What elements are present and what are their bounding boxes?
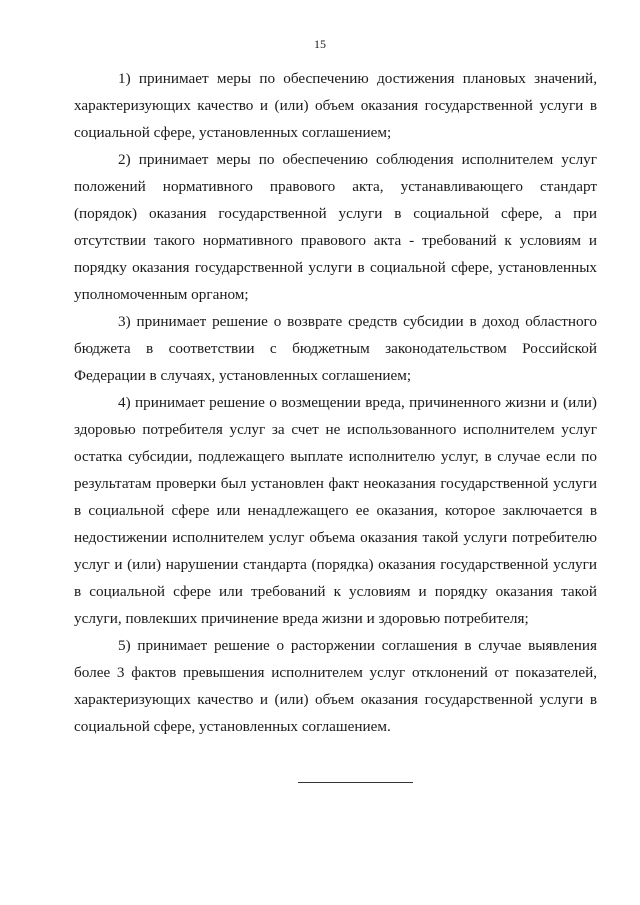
paragraph-item-4: 4) принимает решение о возмещении вреда, причиненного жизни и (или) здоровью потребителя услуг за счет не использованного исполнителем услуг остатка субсидии, подлежащего выплате исполнителю услуг, в случае если по результатам проверки был установлен факт неоказания государственной услуги в социальной сфере или ненадлежащего ее оказания, которое заключается в недостижении исполнителем услуг объема оказания такой услуги потребителю услуг и (или) нарушении стандарта (порядка) оказания государственной услуги в социальной сфере или требований к условиям и порядку оказания такой услуги, повлекших причинение вреда жизни и здоровью потребителя; xyxy=(74,394,597,627)
paragraph-item-2: 2) принимает меры по обеспечению соблюдения исполнителем услуг положений нормативного правового акта, устанавливающего стандарт (порядок) оказания государственной услуги в социальной сфере, а при отсутствии такого нормативного правового акта - требований к условиям и порядку оказания государственной услуги в социальной сфере, установленных уполномоченным органом; xyxy=(74,151,597,303)
paragraph-item-5: 5) принимает решение о расторжении соглашения в случае выявления более 3 фактов превышения исполнителем услуг отклонений от показателей, характеризующих качество и (или) объем оказания государственной услуги в социальной сфере, установленных соглашением. xyxy=(74,637,597,735)
paragraph-item-1: 1) принимает меры по обеспечению достижения плановых значений, характеризующих качество и (или) объем оказания государственной услуги в социальной сфере, установленных соглашением; xyxy=(74,70,597,141)
paragraph-item-3: 3) принимает решение о возврате средств субсидии в доход областного бюджета в соответствии с бюджетным законодательством Российской Федерации в случаях, установленных соглашением; xyxy=(74,313,597,384)
document-body xyxy=(74,65,597,740)
page-number: 15 xyxy=(314,37,326,51)
end-divider-line xyxy=(298,782,413,783)
